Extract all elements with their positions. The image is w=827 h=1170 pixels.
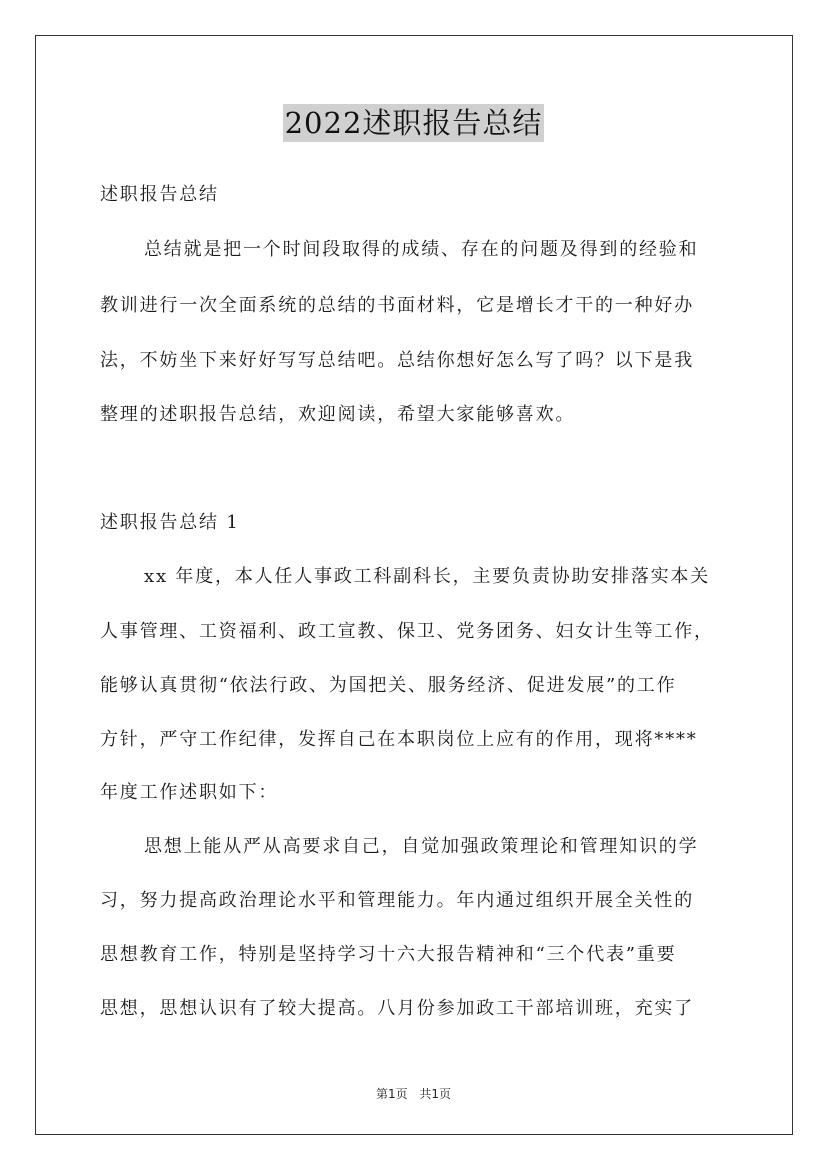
title-container bbox=[0, 104, 827, 142]
para2-line-2: 习，努力提高政治理论水平和管理能力。年内通过组织开展全关性的 bbox=[100, 890, 694, 911]
intro-line-2: 教训进行一次全面系统的总结的书面材料，它是增长才干的一种好办 bbox=[100, 295, 694, 316]
document-title: 2022述职报告总结 bbox=[284, 106, 543, 140]
para2-line-4: 思想，思想认识有了较大提高。八月份参加政工干部培训班，充实了 bbox=[100, 998, 694, 1019]
intro-line-4: 整理的述职报告总结，欢迎阅读，希望大家能够喜欢。 bbox=[100, 404, 576, 425]
para2-line-3: 思想教育工作，特别是坚持学习十六大报告精神和“三个代表”重要 bbox=[100, 944, 677, 965]
para1-line-2: 人事管理、工资福利、政工宣教、保卫、党务团务、妇女计生等工作， bbox=[100, 621, 714, 642]
para1-line-3: 能够认真贯彻“依法行政、为国把关、服务经济、促进发展”的工作 bbox=[100, 675, 677, 696]
para1-line-5: 年度工作述职如下： bbox=[100, 782, 279, 803]
para1-line-4: 方针，严守工作纪律，发挥自己在本职岗位上应有的作用，现将**** bbox=[100, 729, 698, 750]
intro-line-1: 总结就是把一个时间段取得的成绩、存在的问题及得到的经验和 bbox=[144, 239, 699, 260]
section-heading-text: 述职报告总结 1 bbox=[100, 512, 240, 533]
page-number: 第1页 bbox=[375, 1087, 408, 1101]
page-footer bbox=[0, 1085, 827, 1102]
intro-line-3: 法，不妨坐下来好好写写总结吧。总结你想好怎么写了吗？以下是我 bbox=[100, 350, 694, 371]
page-total: 共1页 bbox=[419, 1087, 452, 1101]
para1-line-1: xx 年度，本人任人事政工科副科长，主要负责协助安排落实本关 bbox=[144, 566, 711, 587]
para2-line-1: 思想上能从严从高要求自己，自觉加强政策理论和管理知识的学 bbox=[144, 836, 699, 857]
subtitle-text: 述职报告总结 bbox=[100, 184, 219, 205]
